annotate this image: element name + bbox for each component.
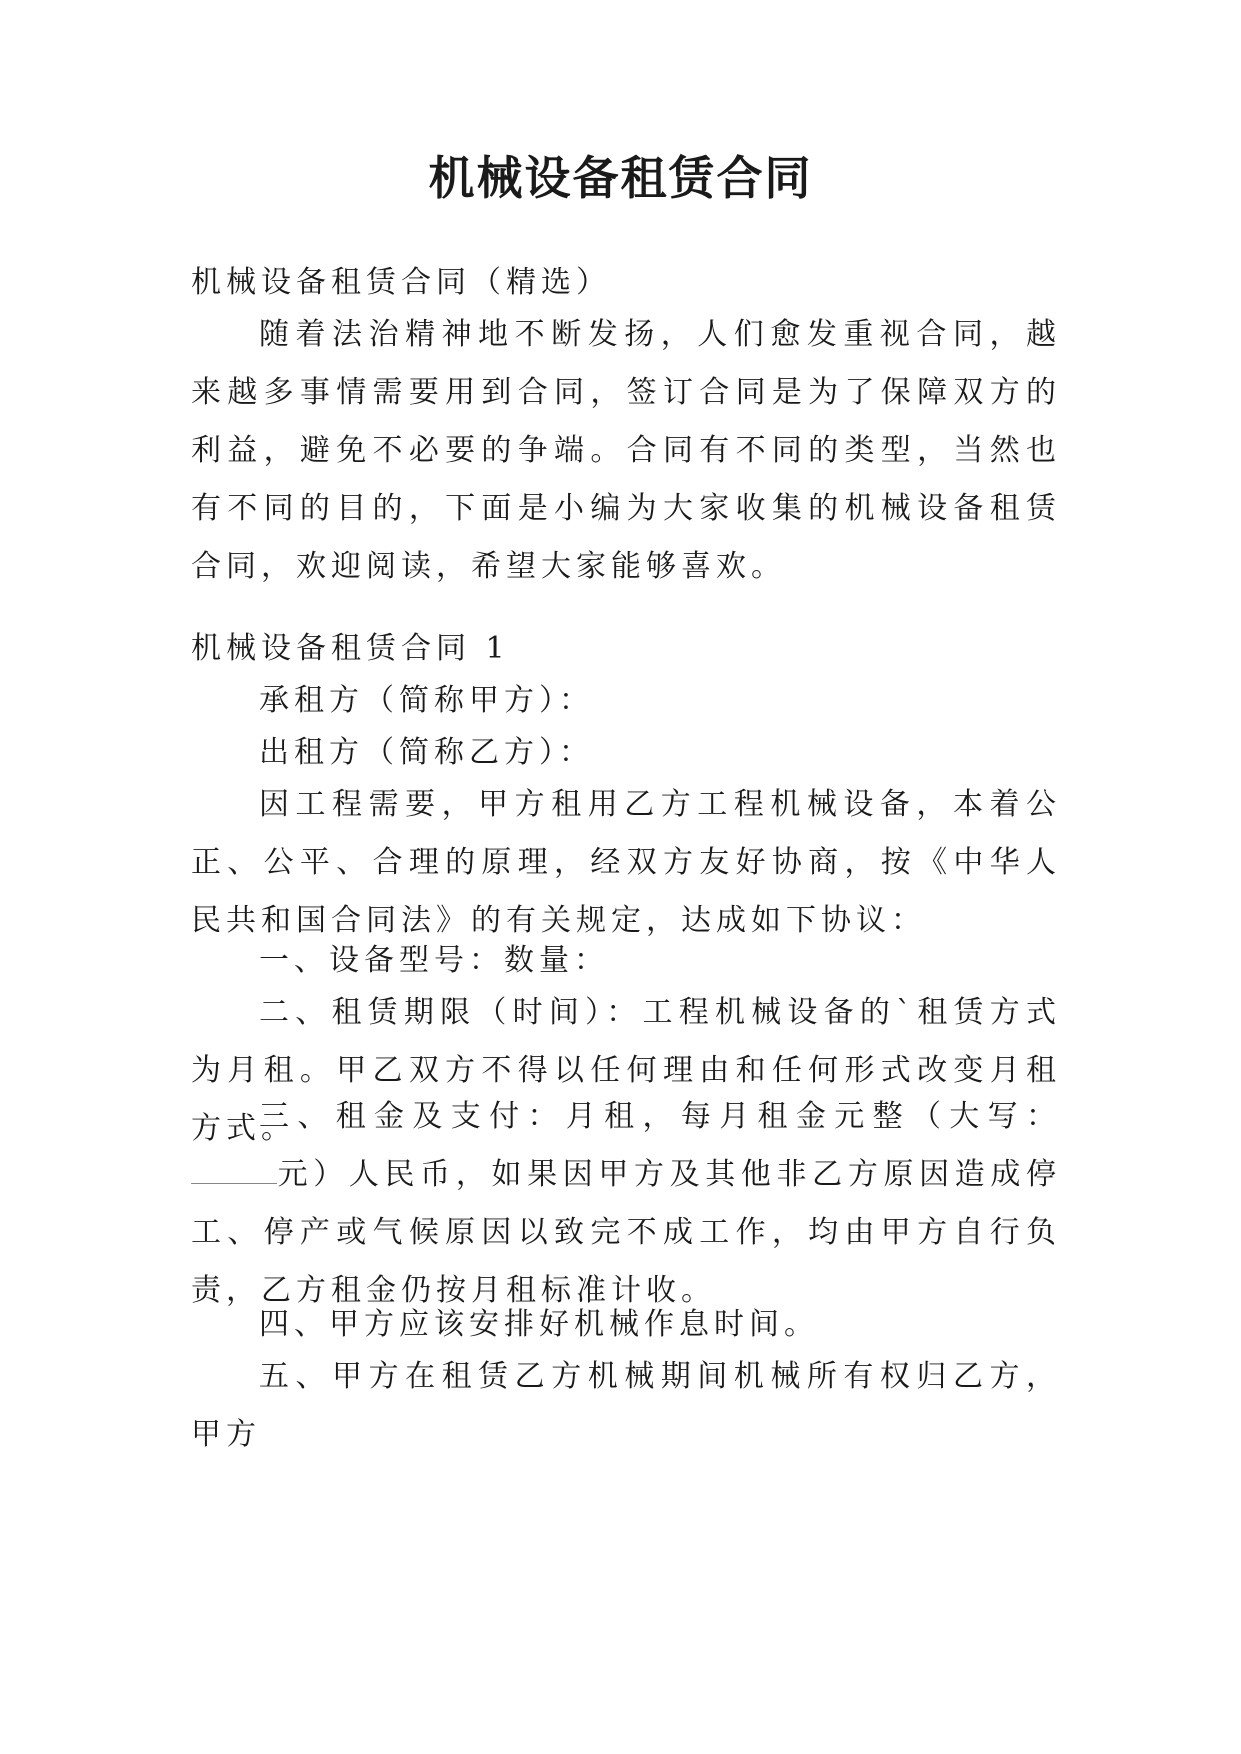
- document-title: 机械设备租赁合同: [428, 151, 813, 205]
- intro-paragraph: 随着法治精神地不断发扬，人们愈发重视合同，越来越多事情需要用到合同，签订合同是为了保障双方的利益，避免不必要的争端。合同有不同的类型，当然也有不同的目的，下面是小编为大家收集的机械设备租赁合同，欢迎阅读，希望大家能够喜欢。: [191, 317, 1061, 584]
- clause-5: 五、甲方在租赁乙方机械期间机械所有权归乙方，甲方: [191, 1359, 1061, 1452]
- clause-3: [191, 1088, 1061, 1320]
- clause-3-text-after: 元）人民币，如果因甲方及其他非乙方原因造成停工、停产或气候原因以致完不成工作，均由甲方自行负责，乙方租金仍按月租标准计收。: [191, 1157, 1061, 1308]
- clause-2: 二、租赁期限（时间）：工程机械设备的`租赁方式为月租。甲乙双方不得以任何理由和任何形式改变月租方式。: [191, 995, 1061, 1146]
- rent-amount-blank: [191, 1169, 277, 1184]
- document-subtitle: 机械设备租赁合同（精选）: [191, 265, 611, 300]
- lessor-line: 出租方（简称乙方）：: [259, 735, 594, 770]
- clause-4: 四、甲方应该安排好机械作息时间。: [259, 1307, 819, 1342]
- lessee-line: 承租方（简称甲方）：: [259, 683, 594, 718]
- preamble-paragraph: 因工程需要，甲方租用乙方工程机械设备，本着公正、公平、合理的原理，经双方友好协商，按《中华人民共和国合同法》的有关规定，达成如下协议：: [191, 787, 1061, 938]
- clause-1: 一、设备型号：数量：: [259, 943, 609, 978]
- clause-3-text-before: 三、租金及支付：月租，每月租金元整（大写：: [259, 1099, 1061, 1134]
- section-heading: 机械设备租赁合同 1: [191, 631, 510, 666]
